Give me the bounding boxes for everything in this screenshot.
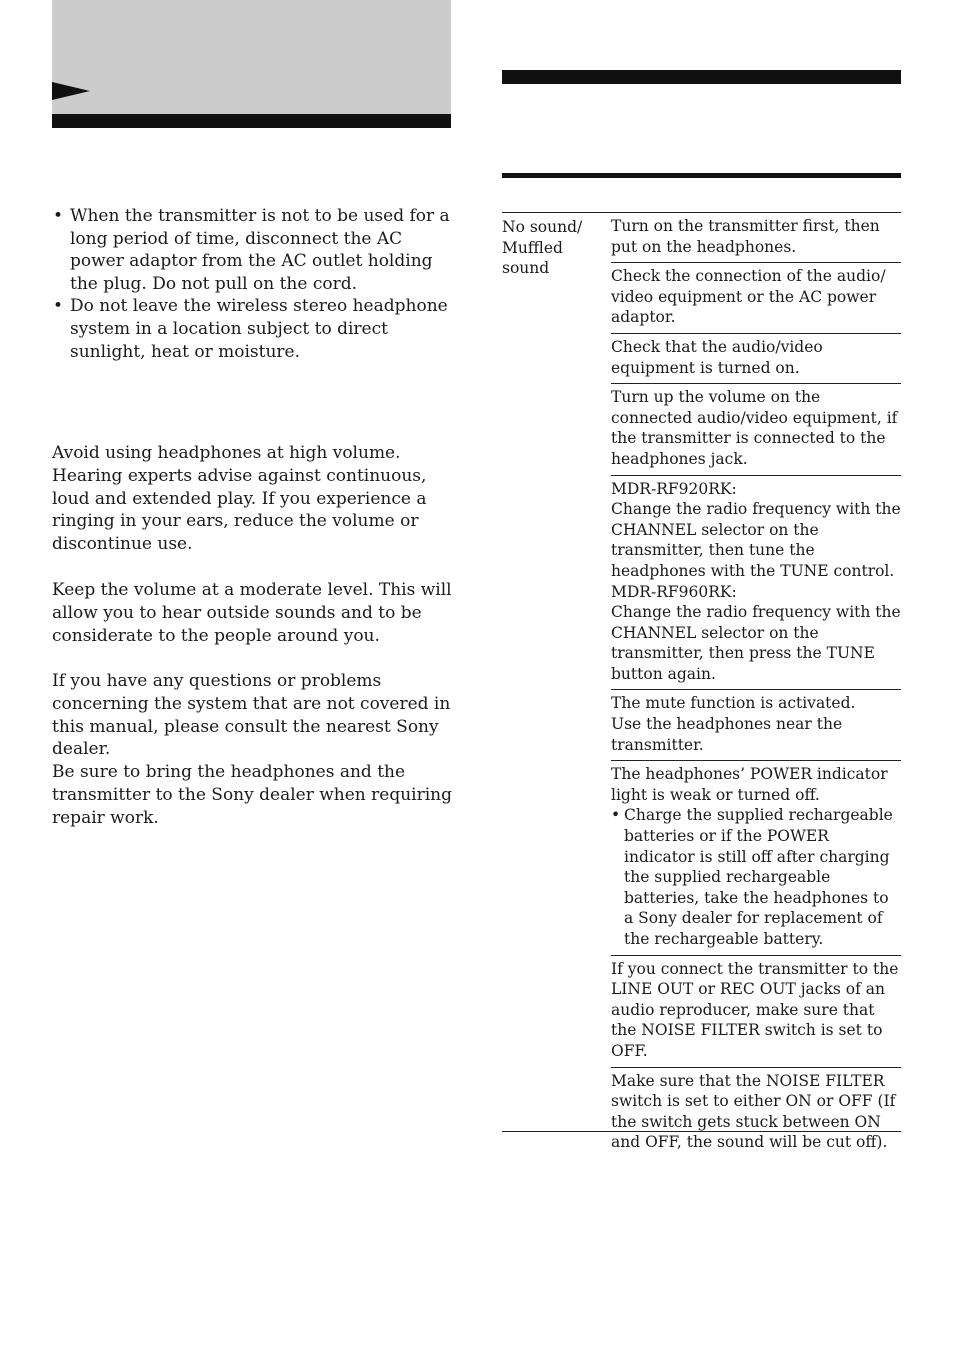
remedy-row: Check that the audio/video equipment is turned on. (611, 333, 901, 383)
arrow-right-icon (52, 82, 90, 100)
remedy-row: Check the connection of the audio/ video equipment or the AC power adaptor. (611, 262, 901, 333)
paragraph-questions: If you have any questions or problems concerning the system that are not covered in this manual, please consult the nearest Sony dealer. (52, 671, 451, 760)
remedies-column (611, 213, 901, 1158)
remedy-row: MDR-RF920RK: Change the radio frequency with the CHANNEL selector on the transmitter, then tune the headphones with the TUNE control. MDR-RF960RK: Change the radio frequency with the CHANNEL selector on the transmitter, then press the TUNE button again. (611, 475, 901, 690)
list-item: • When the transmitter is not to be used for a long period of time, disconnect the AC power adaptor from the AC outlet holding the plug. Do not pull on the cord. (53, 206, 450, 294)
section-header-band (52, 0, 451, 114)
header-rule-right (502, 70, 901, 84)
list-item: • Do not leave the wireless stereo headphone system in a location subject to direct sunlight, heat or moisture. (53, 296, 448, 362)
subheader-rule-right (502, 173, 901, 178)
remedy-row: If you connect the transmitter to the LINE OUT or REC OUT jacks of an audio reproducer, make sure that the NOISE FILTER switch is set to OFF. (611, 955, 901, 1067)
remedy-row: The headphones’ POWER indicator light is weak or turned off. • Charge the supplied rechargeable batteries or if the POWER indicator is still off after charging the supplied rechargeable batteries, take the headphones to a Sony dealer for replacement of the rechargeable battery. (611, 760, 901, 954)
paragraph-volume: Keep the volume at a moderate level. This will allow you to hear outside sounds and to be considerate to the people around you. (52, 580, 452, 646)
remedy-sub-bullet: • Charge the supplied rechargeable batteries or if the POWER indicator is still off after charging the supplied rechargeable batteries, take the headphones to a Sony dealer for replacement of the rechargeable battery. (611, 806, 893, 948)
remedy-row: Turn on the transmitter first, then put on the headphones. (611, 217, 880, 256)
remedy-row: Make sure that the NOISE FILTER switch is set to either ON or OFF (If the switch gets stuck between ON and OFF, the sound will be cut off). (611, 1067, 901, 1158)
symptom-cell: No sound/ Muffled sound (502, 218, 583, 277)
paragraph-repair: Be sure to bring the headphones and the transmitter to the Sony dealer when requiring repair work. (52, 762, 452, 828)
paragraph-hearing: Avoid using headphones at high volume. Hearing experts advise against continuous, loud and extended play. If you experience a ringing in your ears, reduce the volume or discontinue use. (52, 443, 427, 555)
troubleshooting-table (502, 212, 901, 1152)
remedy-row: Turn up the volume on the connected audio/video equipment, if the transmitter is connected to the headphones jack. (611, 383, 901, 474)
remedy-row: The mute function is activated. Use the headphones near the transmitter. (611, 689, 901, 760)
header-rule-left (52, 114, 451, 128)
precautions-list (52, 205, 452, 363)
